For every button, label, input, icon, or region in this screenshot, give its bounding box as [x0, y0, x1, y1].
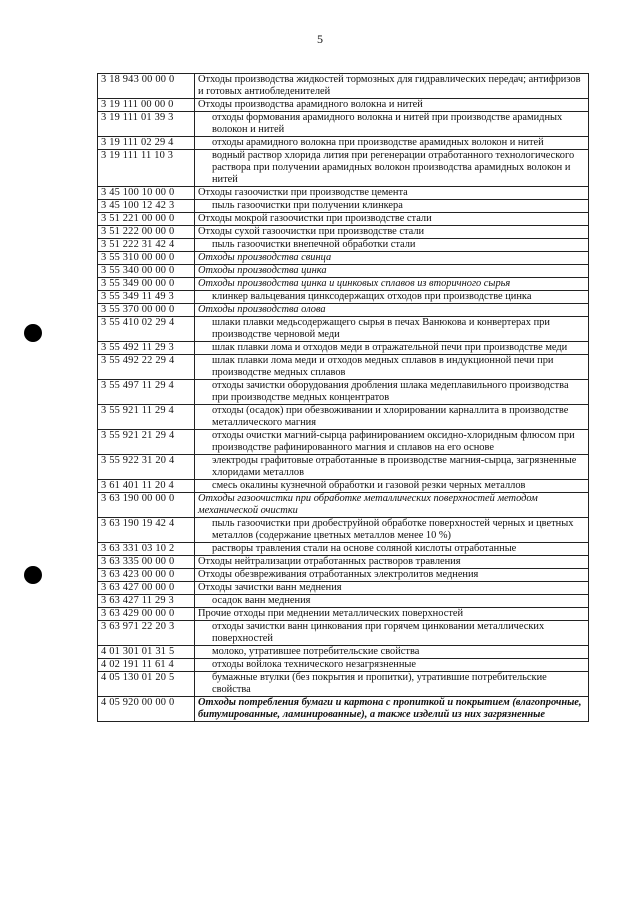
waste-description: Отходы потребления бумаги и картона с пропиткой и покрытием (влагопрочные, битумированные, ламинированные), а также изделий из них загрязненные: [195, 697, 589, 722]
waste-description: отходы формования арамидного волокна и нитей при производстве арамидных волокон и нитей: [195, 112, 589, 137]
waste-code: 3 55 492 11 29 3: [98, 342, 195, 355]
waste-code: 4 05 920 00 00 0: [98, 697, 195, 722]
waste-code: 4 02 191 11 61 4: [98, 659, 195, 672]
waste-code: 3 51 221 00 00 0: [98, 213, 195, 226]
waste-code: 3 55 370 00 00 0: [98, 304, 195, 317]
table-row: [98, 659, 589, 672]
table-row: [98, 543, 589, 556]
table-row: [98, 697, 589, 722]
table-row: [98, 608, 589, 621]
table-row: [98, 672, 589, 697]
waste-description: пыль газоочистки при получении клинкера: [195, 200, 589, 213]
waste-description: Отходы нейтрализации отработанных растворов травления: [195, 556, 589, 569]
table-row: [98, 74, 589, 99]
table-row: [98, 355, 589, 380]
waste-code: 3 55 921 11 29 4: [98, 405, 195, 430]
table-row: [98, 213, 589, 226]
waste-code: 3 61 401 11 20 4: [98, 480, 195, 493]
waste-description: Отходы производства арамидного волокна и нитей: [195, 99, 589, 112]
waste-code: 3 63 423 00 00 0: [98, 569, 195, 582]
punch-hole-bottom: [24, 566, 42, 584]
table-body: [98, 74, 589, 722]
waste-description: смесь окалины кузнечной обработки и газовой резки черных металлов: [195, 480, 589, 493]
waste-code: 3 63 427 11 29 3: [98, 595, 195, 608]
waste-code: 3 19 111 11 10 3: [98, 150, 195, 187]
table-row: [98, 187, 589, 200]
table-row: [98, 569, 589, 582]
waste-description: отходы войлока технического незагрязненные: [195, 659, 589, 672]
waste-code: 3 19 111 02 29 4: [98, 137, 195, 150]
waste-code: 3 55 497 11 29 4: [98, 380, 195, 405]
waste-code: 4 05 130 01 20 5: [98, 672, 195, 697]
table-row: [98, 380, 589, 405]
waste-description: отходы зачистки оборудования дробления шлака медеплавильного производства при производстве медных концентратов: [195, 380, 589, 405]
waste-code: 3 55 310 00 00 0: [98, 252, 195, 265]
waste-description: отходы очистки магний-сырца рафинированием оксидно-хлоридным флюсом при производстве рафинированного магния и сплавов на его основе: [195, 430, 589, 455]
waste-code: 3 63 331 03 10 2: [98, 543, 195, 556]
waste-code: 3 63 429 00 00 0: [98, 608, 195, 621]
waste-code: 3 63 190 19 42 4: [98, 518, 195, 543]
waste-code: 3 55 349 11 49 3: [98, 291, 195, 304]
waste-description: пыль газоочистки при дробеструйной обработке поверхностей черных и цветных металлов (содержание цветных металлов менее 10 %): [195, 518, 589, 543]
page-number: 5: [317, 32, 323, 46]
waste-description: осадок ванн меднения: [195, 595, 589, 608]
table-row: [98, 137, 589, 150]
waste-description: пыль газоочистки внепечной обработки стали: [195, 239, 589, 252]
waste-description: Прочие отходы при меднении металлических поверхностей: [195, 608, 589, 621]
waste-description: Отходы газоочистки при обработке металлических поверхностей методом механической очистки: [195, 493, 589, 518]
waste-code: 3 19 111 01 39 3: [98, 112, 195, 137]
table-row: [98, 226, 589, 239]
waste-code: 3 63 190 00 00 0: [98, 493, 195, 518]
table-row: [98, 265, 589, 278]
waste-description: отходы (осадок) при обезвоживании и хлорировании карналлита в производстве металлического магния: [195, 405, 589, 430]
waste-code: 3 18 943 00 00 0: [98, 74, 195, 99]
waste-code: 3 19 111 00 00 0: [98, 99, 195, 112]
waste-description: шлак плавки лома и отходов меди в отражательной печи при производстве меди: [195, 342, 589, 355]
waste-description: Отходы газоочистки при производстве цемента: [195, 187, 589, 200]
table-row: [98, 278, 589, 291]
waste-classification-table: [97, 73, 589, 722]
waste-description: Отходы обезвреживания отработанных электролитов меднения: [195, 569, 589, 582]
punch-hole-top: [24, 324, 42, 342]
waste-code: 3 51 222 00 00 0: [98, 226, 195, 239]
table-row: [98, 556, 589, 569]
table-row: [98, 112, 589, 137]
waste-description: Отходы производства цинка и цинковых сплавов из вторичного сырья: [195, 278, 589, 291]
table-row: [98, 252, 589, 265]
waste-description: Отходы производства олова: [195, 304, 589, 317]
table-row: [98, 582, 589, 595]
waste-code: 3 55 340 00 00 0: [98, 265, 195, 278]
table-row: [98, 493, 589, 518]
waste-code: 3 55 410 02 29 4: [98, 317, 195, 342]
waste-code: 3 51 222 31 42 4: [98, 239, 195, 252]
waste-description: водный раствор хлорида лития при регенерации отработанного технологического раствора при получении арамидных волокон производства арамидных волокон и нитей: [195, 150, 589, 187]
table-row: [98, 150, 589, 187]
waste-code: 3 63 971 22 20 3: [98, 621, 195, 646]
waste-description: молоко, утратившее потребительские свойства: [195, 646, 589, 659]
waste-description: Отходы мокрой газоочистки при производстве стали: [195, 213, 589, 226]
table-row: [98, 239, 589, 252]
table-row: [98, 646, 589, 659]
waste-description: Отходы зачистки ванн меднения: [195, 582, 589, 595]
waste-code: 3 55 492 22 29 4: [98, 355, 195, 380]
waste-code: 3 45 100 12 42 3: [98, 200, 195, 213]
waste-description: отходы арамидного волокна при производстве арамидных волокон и нитей: [195, 137, 589, 150]
waste-description: растворы травления стали на основе соляной кислоты отработанные: [195, 543, 589, 556]
table-row: [98, 621, 589, 646]
waste-description: Отходы производства свинца: [195, 252, 589, 265]
table-row: [98, 455, 589, 480]
waste-code: 3 63 335 00 00 0: [98, 556, 195, 569]
table-row: [98, 200, 589, 213]
waste-description: клинкер вальцевания цинксодержащих отходов при производстве цинка: [195, 291, 589, 304]
waste-description: бумажные втулки (без покрытия и пропитки), утратившие потребительские свойства: [195, 672, 589, 697]
table-row: [98, 317, 589, 342]
waste-code: 3 55 349 00 00 0: [98, 278, 195, 291]
table-row: [98, 405, 589, 430]
waste-code: 3 55 921 21 29 4: [98, 430, 195, 455]
waste-description: Отходы производства цинка: [195, 265, 589, 278]
waste-code: 4 01 301 01 31 5: [98, 646, 195, 659]
waste-description: отходы зачистки ванн цинкования при горячем цинковании металлических поверхностей: [195, 621, 589, 646]
table-row: [98, 480, 589, 493]
waste-code: 3 45 100 10 00 0: [98, 187, 195, 200]
waste-description: Отходы производства жидкостей тормозных для гидравлических передач; антифризов и готовых антиобледенителей: [195, 74, 589, 99]
waste-description: шлаки плавки медьсодержащего сырья в печах Ванюкова и конвертерах при производстве черновой меди: [195, 317, 589, 342]
table-row: [98, 291, 589, 304]
waste-description: шлак плавки лома меди и отходов медных сплавов в индукционной печи при производстве медных сплавов: [195, 355, 589, 380]
waste-code: 3 63 427 00 00 0: [98, 582, 195, 595]
waste-description: электроды графитовые отработанные в производстве магния-сырца, загрязненные хлоридами металлов: [195, 455, 589, 480]
table-row: [98, 342, 589, 355]
table-row: [98, 595, 589, 608]
table-row: [98, 518, 589, 543]
waste-description: Отходы сухой газоочистки при производстве стали: [195, 226, 589, 239]
waste-code: 3 55 922 31 20 4: [98, 455, 195, 480]
table-row: [98, 99, 589, 112]
table-row: [98, 304, 589, 317]
table-row: [98, 430, 589, 455]
